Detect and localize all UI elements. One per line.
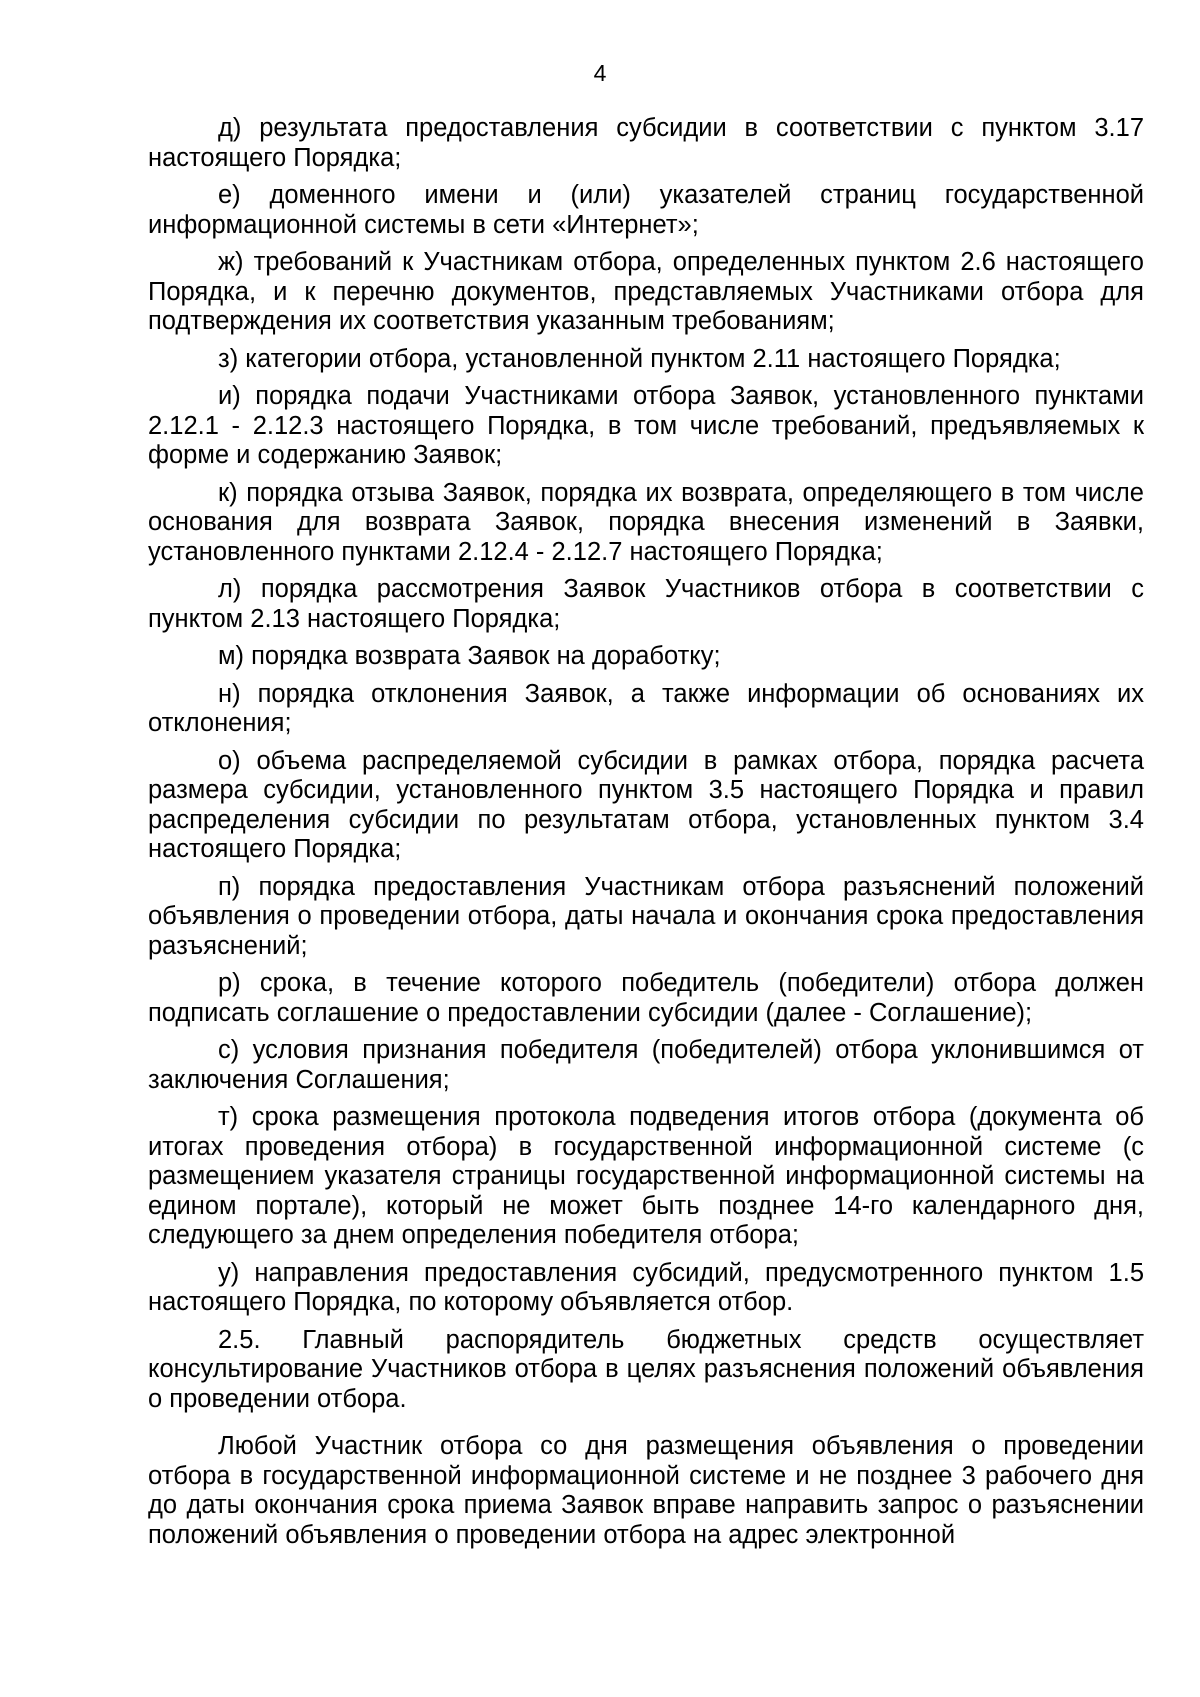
paragraph-any-participant: Любой Участник отбора со дня размещения объявления о проведении отбора в государственной информационной системе и не позднее 3 рабочего дня до даты окончания срока приема Заявок вправе направить запрос о разъяснении положений объявления о проведении отбора на адрес электронной: [148, 1432, 1144, 1549]
paragraph-item-z: з) категории отбора, установленной пунктом 2.11 настоящего Порядка;: [218, 344, 1061, 373]
paragraph-item-p: п) порядка предоставления Участникам отбора разъяснений положений объявления о проведении отбора, даты начала и окончания срока предоставления разъяснений;: [148, 872, 1144, 960]
page-number: 4: [593, 60, 607, 86]
paragraph-item-o: о) объема распределяемой субсидии в рамках отбора, порядка расчета размера субсидии, установленного пунктом 3.5 настоящего Порядка и правил распределения субсидии по результатам отбора, установленных пунктом 3.4 настоящего Порядка;: [148, 746, 1144, 863]
paragraph-item-i: и) порядка подачи Участниками отбора Заявок, установленного пунктами 2.12.1 - 2.12.3 настоящего Порядка, в том числе требований, предъявляемых к форме и содержанию Заявок;: [148, 382, 1144, 469]
paragraph-item-m: м) порядка возврата Заявок на доработку;: [218, 642, 721, 670]
paragraph-item-t: т) срока размещения протокола подведения итогов отбора (документа об итогах проведения отбора) в государственной информационной системе (с размещением указателя страницы государственной информационной системы на едином портале), который не может быть позднее 14-го календарного дня, следующего за днем определения победителя отбора;: [148, 1103, 1144, 1249]
paragraph-item-d: д) результата предоставления субсидии в соответствии с пунктом 3.17 настоящего Порядка;: [148, 114, 1144, 172]
paragraph-item-u: у) направления предоставления субсидий, предусмотренного пунктом 1.5 настоящего Порядка, по которому объявляется отбор.: [148, 1258, 1144, 1316]
paragraph-item-e: е) доменного имени и (или) указателей страниц государственной информационной системы в сети «Интернет»;: [148, 181, 1144, 239]
paragraph-item-s: с) условия признания победителя (победителей) отбора уклонившимся от заключения Соглашения;: [148, 1036, 1144, 1094]
paragraph-clause-2-5: 2.5. Главный распорядитель бюджетных средств осуществляет консультирование Участников отбора в целях разъяснения положений объявления о проведении отбора.: [148, 1325, 1144, 1413]
paragraph-item-zh: ж) требований к Участникам отбора, определенных пунктом 2.6 настоящего Порядка, и к перечню документов, представляемых Участниками отбора для подтверждения их соответствия указанным требованиям;: [148, 248, 1144, 335]
paragraph-item-r: р) срока, в течение которого победитель (победители) отбора должен подписать соглашение о предоставлении субсидии (далее - Соглашение);: [148, 969, 1144, 1027]
paragraph-item-n: н) порядка отклонения Заявок, а также информации об основаниях их отклонения;: [148, 679, 1144, 737]
paragraph-item-k: к) порядка отзыва Заявок, порядка их возврата, определяющего в том числе основания для возврата Заявок, порядка внесения изменений в Заявки, установленного пунктами 2.12.4 - 2.12.7 настоящего Порядка;: [148, 478, 1144, 566]
document-body: [148, 114, 1144, 1558]
paragraph-item-l: л) порядка рассмотрения Заявок Участников отбора в соответствии с пунктом 2.13 настоящего Порядка;: [148, 575, 1144, 633]
